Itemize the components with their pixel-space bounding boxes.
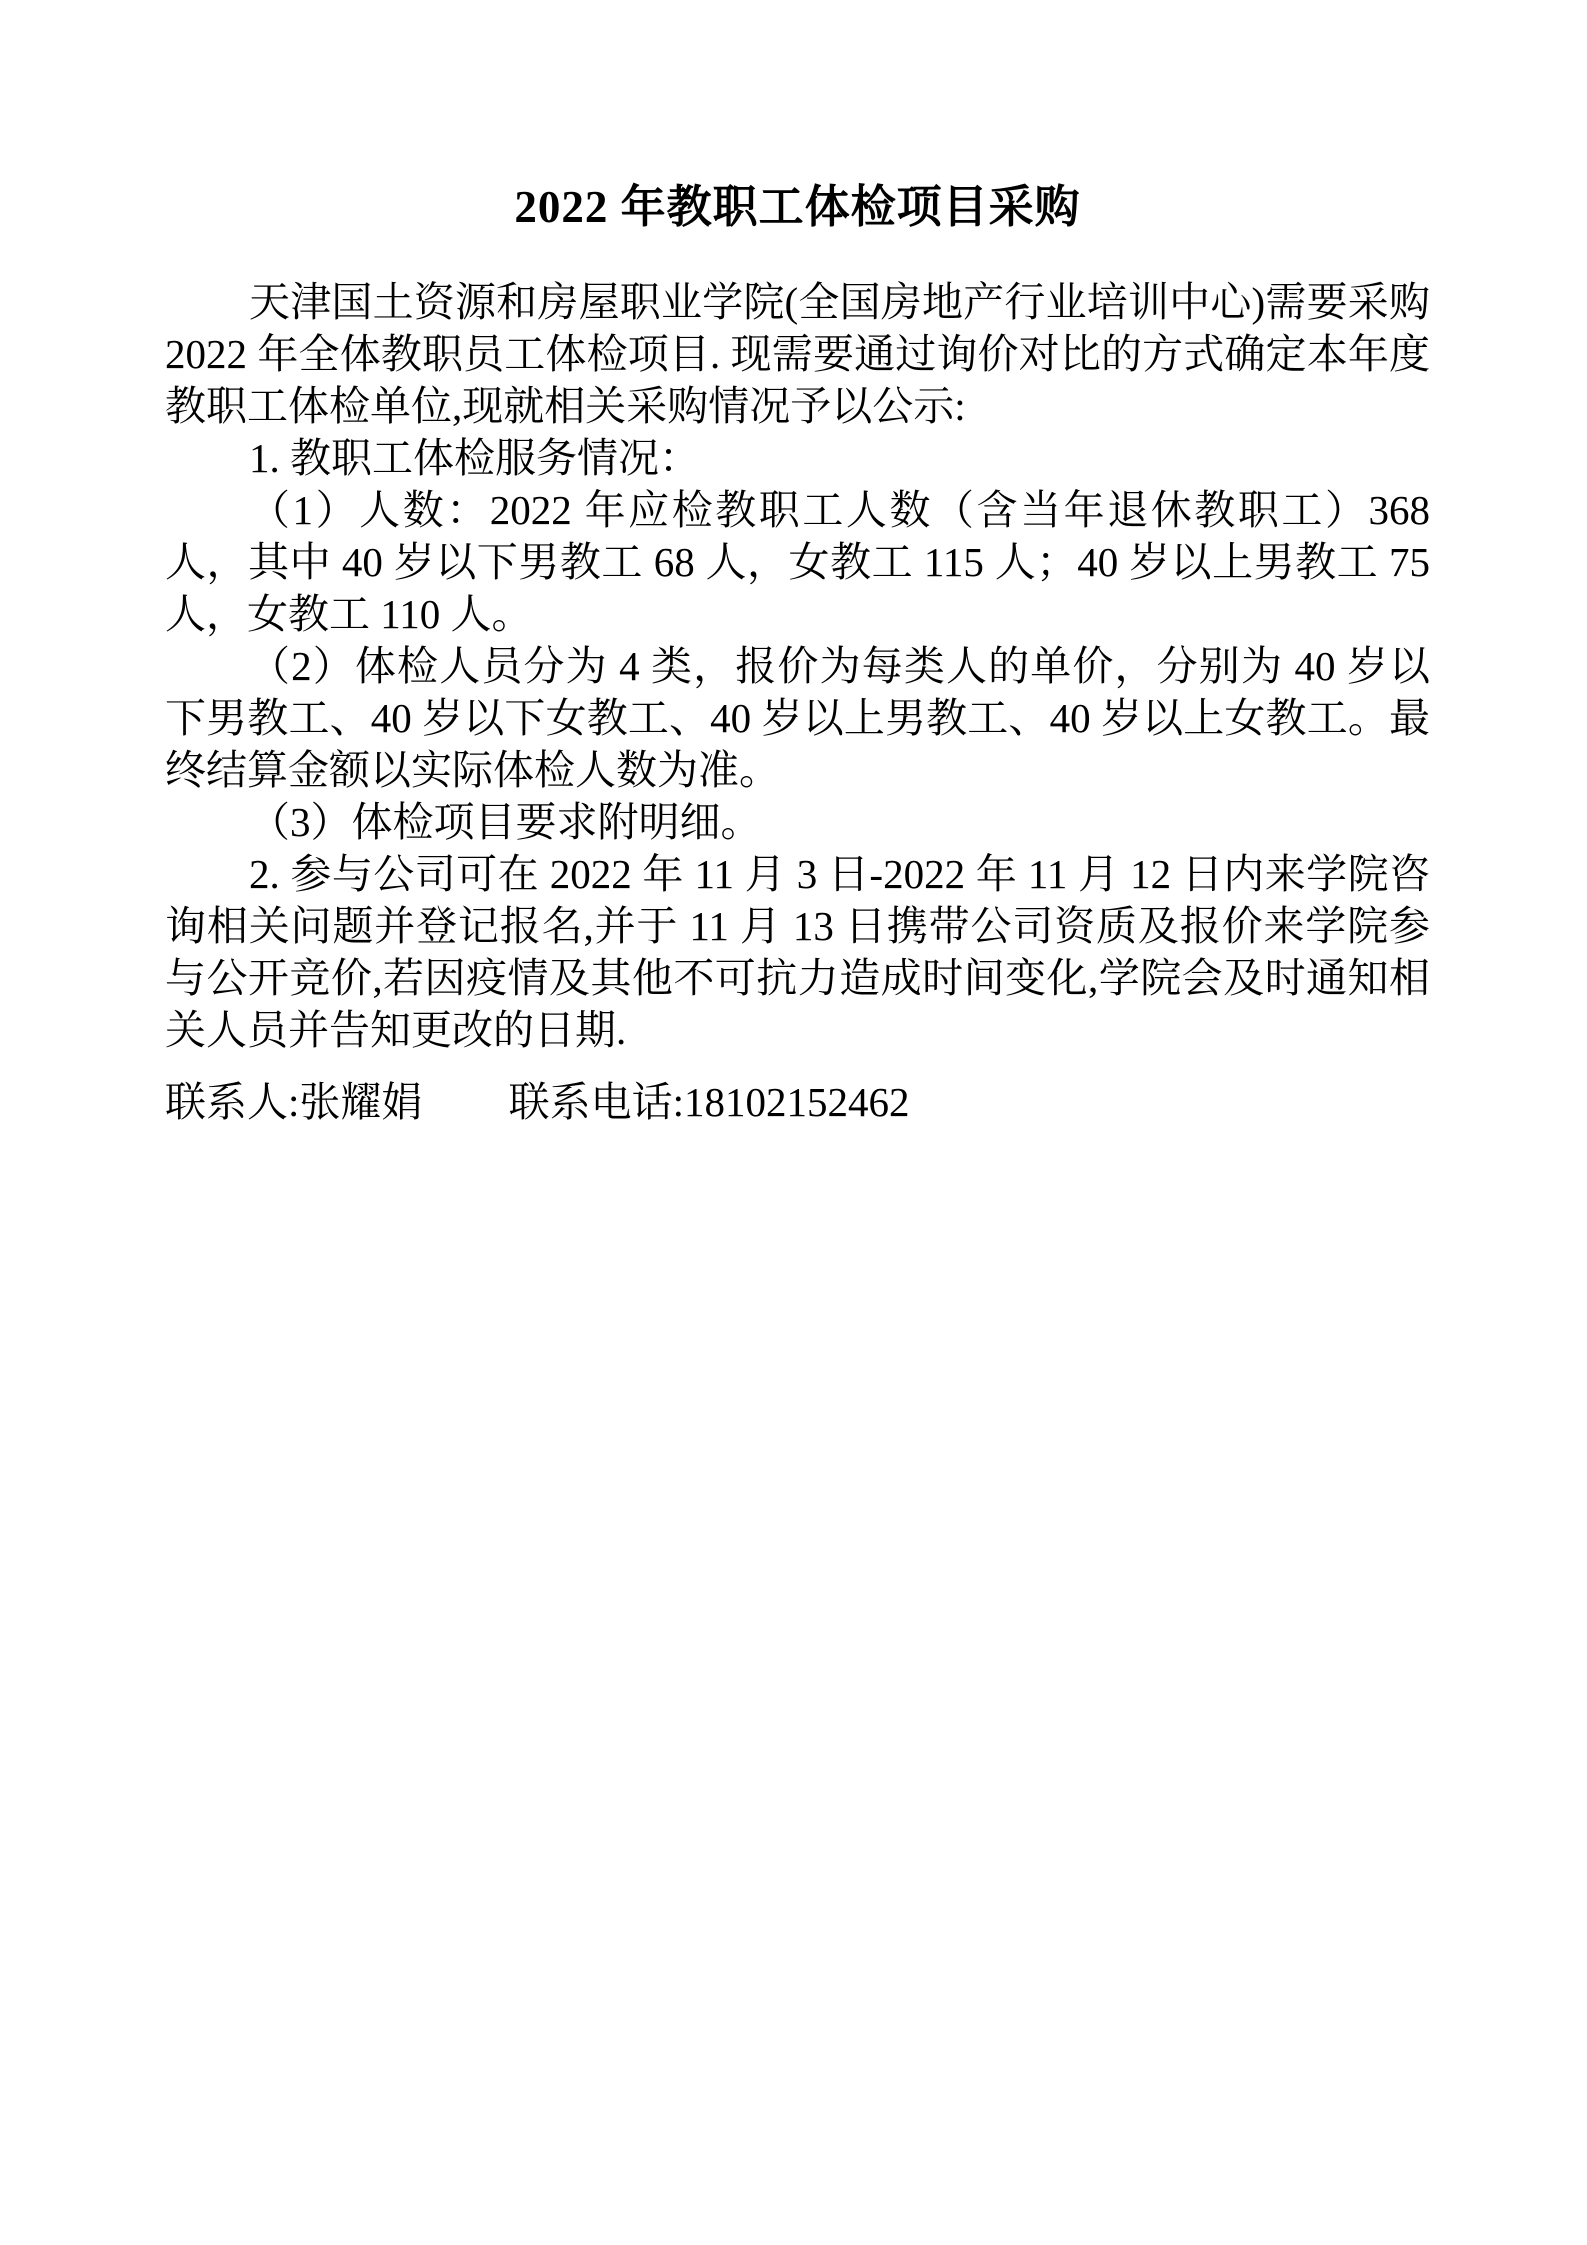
- contact-phone: 联系电话:18102152462: [508, 1079, 910, 1125]
- list-item-3-details: （3）体检项目要求附明细。: [249, 799, 762, 845]
- contact-person: 联系人:张耀娟: [165, 1079, 423, 1125]
- section-1-heading: 1. 教职工体检服务情况：: [249, 435, 700, 481]
- list-item-1-headcount: （1）人数：2022 年应检教职工人数（含当年退休教职工）368 人，其中 40 岁以下男教工 68 人，女教工 115 人；40 岁以上男教工 75 人，女教工 110 人。: [165, 487, 1430, 637]
- list-item-2-categories: （2）体检人员分为 4 类，报价为每类人的单价，分别为 40 岁以下男教工、40 岁以下女教工、40 岁以上男教工、40 岁以上女教工。最终结算金额以实际体检人数为准。: [165, 643, 1430, 793]
- contact-line: [165, 1076, 1430, 1128]
- intro-paragraph: 天津国土资源和房屋职业学院(全国房地产行业培训中心)需要采购 2022 年全体教职员工体检项目. 现需要通过询价对比的方式确定本年度教职工体检单位,现就相关采购情况予以公示:: [165, 279, 1430, 429]
- document-title: 2022 年教职工体检项目采购: [514, 182, 1081, 232]
- section-2-paragraph: 2. 参与公司可在 2022 年 11 月 3 日-2022 年 11 月 12 日内来学院咨询相关问题并登记报名,并于 11 月 13 日携带公司资质及报价来学院参与公开竞价,若因疫情及其他不可抗力造成时间变化,学院会及时通知相关人员并告知更改的日期.: [165, 851, 1430, 1053]
